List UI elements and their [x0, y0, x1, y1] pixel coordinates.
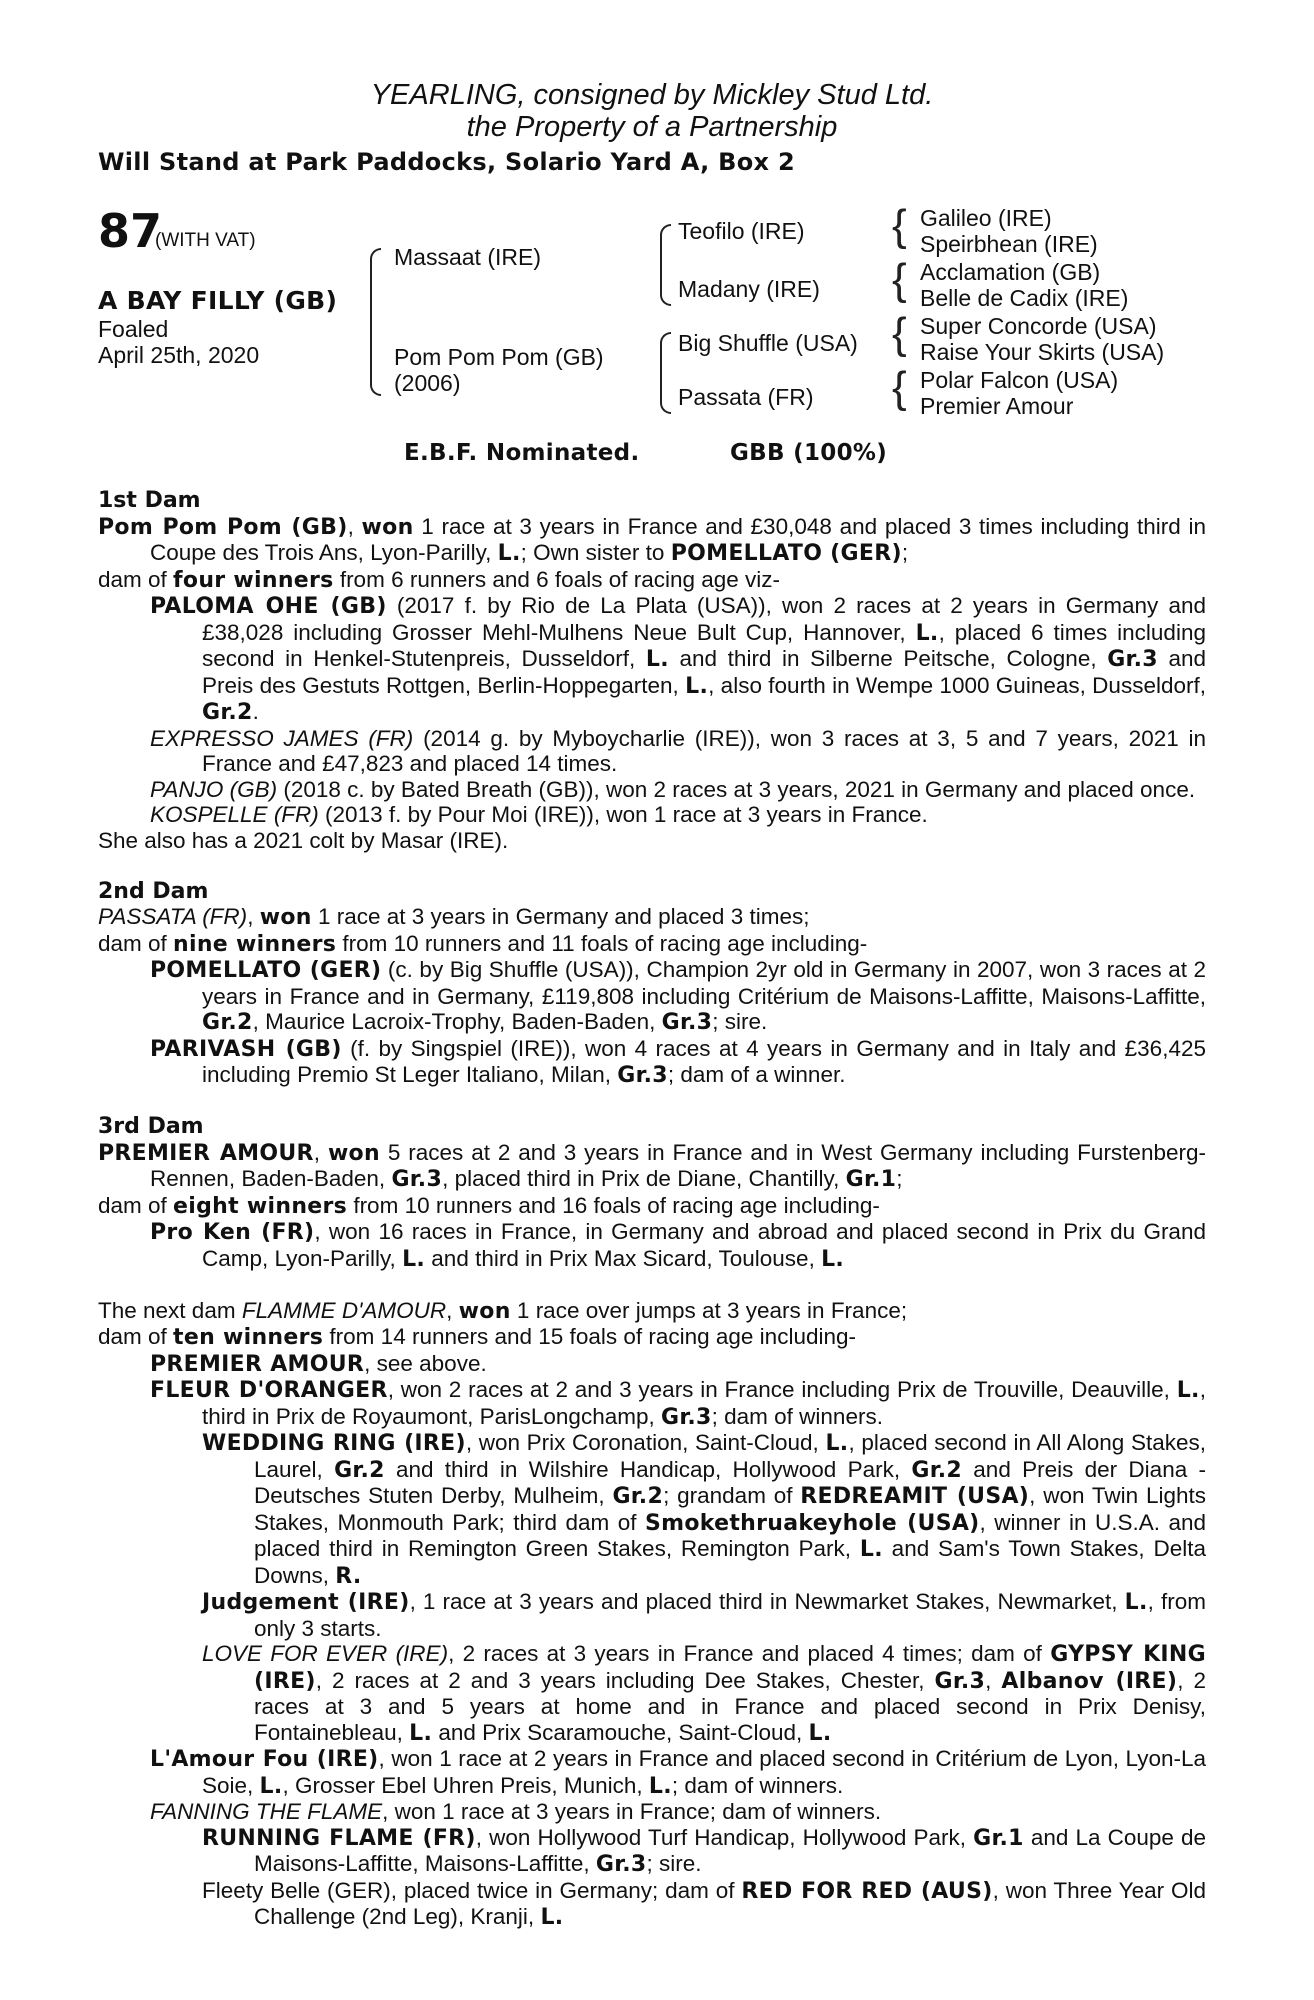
- brace-4: {: [892, 363, 907, 412]
- produce-fanning-the-flame: FANNING THE FLAME, won 1 race at 3 years in France; dam of winners.: [150, 1799, 882, 1824]
- pedigree-sire-dam: Madany (IRE): [678, 276, 820, 302]
- lot-title: A BAY FILLY (GB): [98, 286, 338, 315]
- produce-wedding-ring: WEDDING RING (IRE), won Prix Coronation, Saint-Cloud, L., placed second in All Along Stakes, Laurel, Gr.2 and third in Wilshire Handicap, Hollywood Park, Gr.2 and Preis der Diana - Deutsches Stuten Derby, Mulheim, Gr.2; grandam of REDREAMIT (USA), won Twin Lights Stakes, Monmouth Park; third dam of Smokethruakeyhole (USA), winner in U.S.A. and placed third in Remington Green Stakes, Remington Park, L. and Sam's Town Stakes, Delta Downs, R.: [202, 1430, 1207, 1589]
- produce-fleur-doranger: FLEUR D'ORANGER, won 2 races at 2 and 3 years in France including Prix de Trouville, Deauville, L., third in Prix de Royaumont, ParisLongchamp, Gr.3; dam of winners.: [150, 1377, 1206, 1430]
- consignor-line: YEARLING, consigned by Mickley Stud Ltd.: [370, 79, 934, 111]
- produce-lamour-fou: L'Amour Fou (IRE), won 1 race at 2 years in France and placed second in Critérium de Lyon, Lyon-La Soie, L., Grosser Ebel Uhren Preis, Munich, L.; dam of winners.: [150, 1746, 1206, 1799]
- fourth-dam-produce-summary: dam of ten winners from 14 runners and 15 foals of racing age including-: [98, 1324, 856, 1350]
- brace-2: {: [892, 255, 907, 304]
- produce-kospelle: KOSPELLE (FR) (2013 f. by Pour Moi (IRE)), won 1 race at 3 years in France.: [150, 802, 928, 827]
- second-dam-produce-summary: dam of nine winners from 10 runners and 11 foals of racing age including-: [98, 930, 868, 957]
- foaled-date: April 25th, 2020: [98, 342, 260, 368]
- foaled-label: Foaled: [98, 316, 169, 342]
- pedigree-sds: Acclamation (GB): [920, 259, 1101, 285]
- pedigree-sss: Galileo (IRE): [920, 205, 1052, 231]
- first-dam-intro: Pom Pom Pom (GB), won 1 race at 3 years in France and £30,048 and placed 3 times including third in Coupe des Trois Ans, Lyon-Parilly, L.; Own sister to POMELLATO (GER);: [98, 513, 1207, 566]
- pedigree-bracket-dam: [660, 332, 671, 414]
- produce-pomellato: POMELLATO (GER) (c. by Big Shuffle (USA)), Champion 2yr old in Germany in 2007, won 3 races at 2 years in France and in Germany, £119,808 including Critérium de Maisons-Laffitte, Maisons-Laffitte, Gr.2, Maurice Lacroix-Trophy, Baden-Baden, Gr.3; sire.: [150, 957, 1207, 1035]
- vat-label: (WITH VAT): [155, 230, 256, 251]
- foaled-info: [98, 316, 259, 368]
- produce-panjo: PANJO (GB) (2018 c. by Bated Breath (GB)), won 2 races at 3 years, 2021 in Germany and placed once.: [150, 776, 1196, 802]
- pedigree-dsd: Raise Your Skirts (USA): [920, 339, 1165, 365]
- pedigree-dss: Super Concorde (USA): [920, 313, 1157, 339]
- pedigree-dam: Pom Pom Pom (GB): [394, 344, 604, 370]
- ebf-nominated: E.B.F. Nominated.: [404, 440, 640, 466]
- produce-love-for-ever: LOVE FOR EVER (IRE), 2 races at 3 years in France and placed 4 times; dam of GYPSY KING (IRE), 2 races at 2 and 3 years including Dee Stakes, Chester, Gr.3, Albanov (IRE), 2 races at 3 and 5 years at home and in France and placed second in Prix Denisy, Fontainebleau, L. and Prix Scaramouche, Saint-Cloud, L.: [202, 1641, 1206, 1746]
- pedigree-ddd: Premier Amour: [920, 393, 1074, 419]
- first-dam-also: She also has a 2021 colt by Masar (IRE).: [98, 827, 509, 853]
- produce-parivash: PARIVASH (GB) (f. by Singspiel (IRE)), won 4 races at 4 years in Germany and in Italy and £36,425 including Premio St Leger Italiano, Milan, Gr.3; dam of a winner.: [150, 1035, 1206, 1088]
- fourth-dam-intro: The next dam FLAMME D'AMOUR, won 1 race over jumps at 3 years in France;: [98, 1297, 908, 1324]
- pedigree-bracket-main: [370, 248, 381, 396]
- produce-fleety-belle: Fleety Belle (GER), placed twice in Germany; dam of RED FOR RED (AUS), won Three Year Old Challenge (2nd Leg), Kranji, L.: [202, 1877, 1206, 1930]
- produce-judgement: Judgement (IRE), 1 race at 3 years and placed third in Newmarket Stakes, Newmarket, L., from only 3 starts.: [202, 1589, 1206, 1641]
- produce-premier-amour: PREMIER AMOUR, see above.: [150, 1350, 487, 1377]
- produce-pro-ken: Pro Ken (FR), won 16 races in France, in Germany and abroad and placed second in Prix du Grand Camp, Lyon-Parilly, L. and third in Prix Max Sicard, Toulouse, L.: [150, 1219, 1206, 1272]
- pedigree-dam-dam: Passata (FR): [678, 384, 814, 410]
- stand-location: Will Stand at Park Paddocks, Solario Yard A, Box 2: [98, 148, 795, 176]
- brace-3: {: [892, 309, 907, 358]
- first-dam-heading: 1st Dam: [98, 488, 201, 513]
- pedigree-ssd: Speirbhean (IRE): [920, 231, 1098, 257]
- first-dam-produce-summary: dam of four winners from 6 runners and 6 foals of racing age viz-: [98, 566, 781, 593]
- produce-expresso-james: EXPRESSO JAMES (FR) (2014 g. by Myboycharlie (IRE)), won 3 races at 3, 5 and 7 years, 2021 in France and £47,823 and placed 14 times.: [150, 725, 1207, 776]
- gbb-note: GBB (100%): [730, 440, 888, 466]
- second-dam-heading: 2nd Dam: [98, 878, 209, 904]
- third-dam-produce-summary: dam of eight winners from 10 runners and 16 foals of racing age including-: [98, 1192, 880, 1219]
- second-dam-intro: PASSATA (FR), won 1 race at 3 years in Germany and placed 3 times;: [98, 904, 810, 930]
- pedigree-dam-year: (2006): [394, 370, 461, 396]
- dam-produce-record: [98, 488, 1206, 1931]
- produce-running-flame: RUNNING FLAME (FR), won Hollywood Turf Handicap, Hollywood Park, Gr.1 and La Coupe de Maisons-Laffitte, Maisons-Laffitte, Gr.3; sire.: [202, 1824, 1207, 1877]
- third-dam-heading: 3rd Dam: [98, 1114, 204, 1139]
- pedigree-sire: Massaat (IRE): [394, 244, 541, 270]
- third-dam-intro: PREMIER AMOUR, won 5 races at 2 and 3 years in France and in West Germany including Furstenberg-Rennen, Baden-Baden, Gr.3, placed third in Prix de Diane, Chantilly, Gr.1;: [98, 1139, 1206, 1192]
- pedigree-sire-sire: Teofilo (IRE): [678, 218, 805, 244]
- produce-paloma-ohe: PALOMA OHE (GB) (2017 f. by Rio de La Plata (USA)), won 2 races at 2 years in Germany and £38,028 including Grosser Mehl-Mulhens Neue Bult Cup, Hannover, L., placed 6 times including second in Henkel-Stutenpreis, Dusseldorf, L. and third in Silberne Peitsche, Cologne, Gr.3 and Preis des Gestuts Rottgen, Berlin-Hoppegarten, L., also fourth in Wempe 1000 Guineas, Dusseldorf, Gr.2.: [150, 593, 1206, 725]
- lot-number: 87: [98, 204, 163, 258]
- brace-1: {: [892, 201, 907, 250]
- pedigree-bracket-sire: [660, 224, 671, 306]
- pedigree-sdd: Belle de Cadix (IRE): [920, 285, 1129, 311]
- property-line: the Property of a Partnership: [466, 111, 838, 143]
- pedigree-dam-sire: Big Shuffle (USA): [678, 330, 858, 356]
- pedigree-dds: Polar Falcon (USA): [920, 367, 1119, 393]
